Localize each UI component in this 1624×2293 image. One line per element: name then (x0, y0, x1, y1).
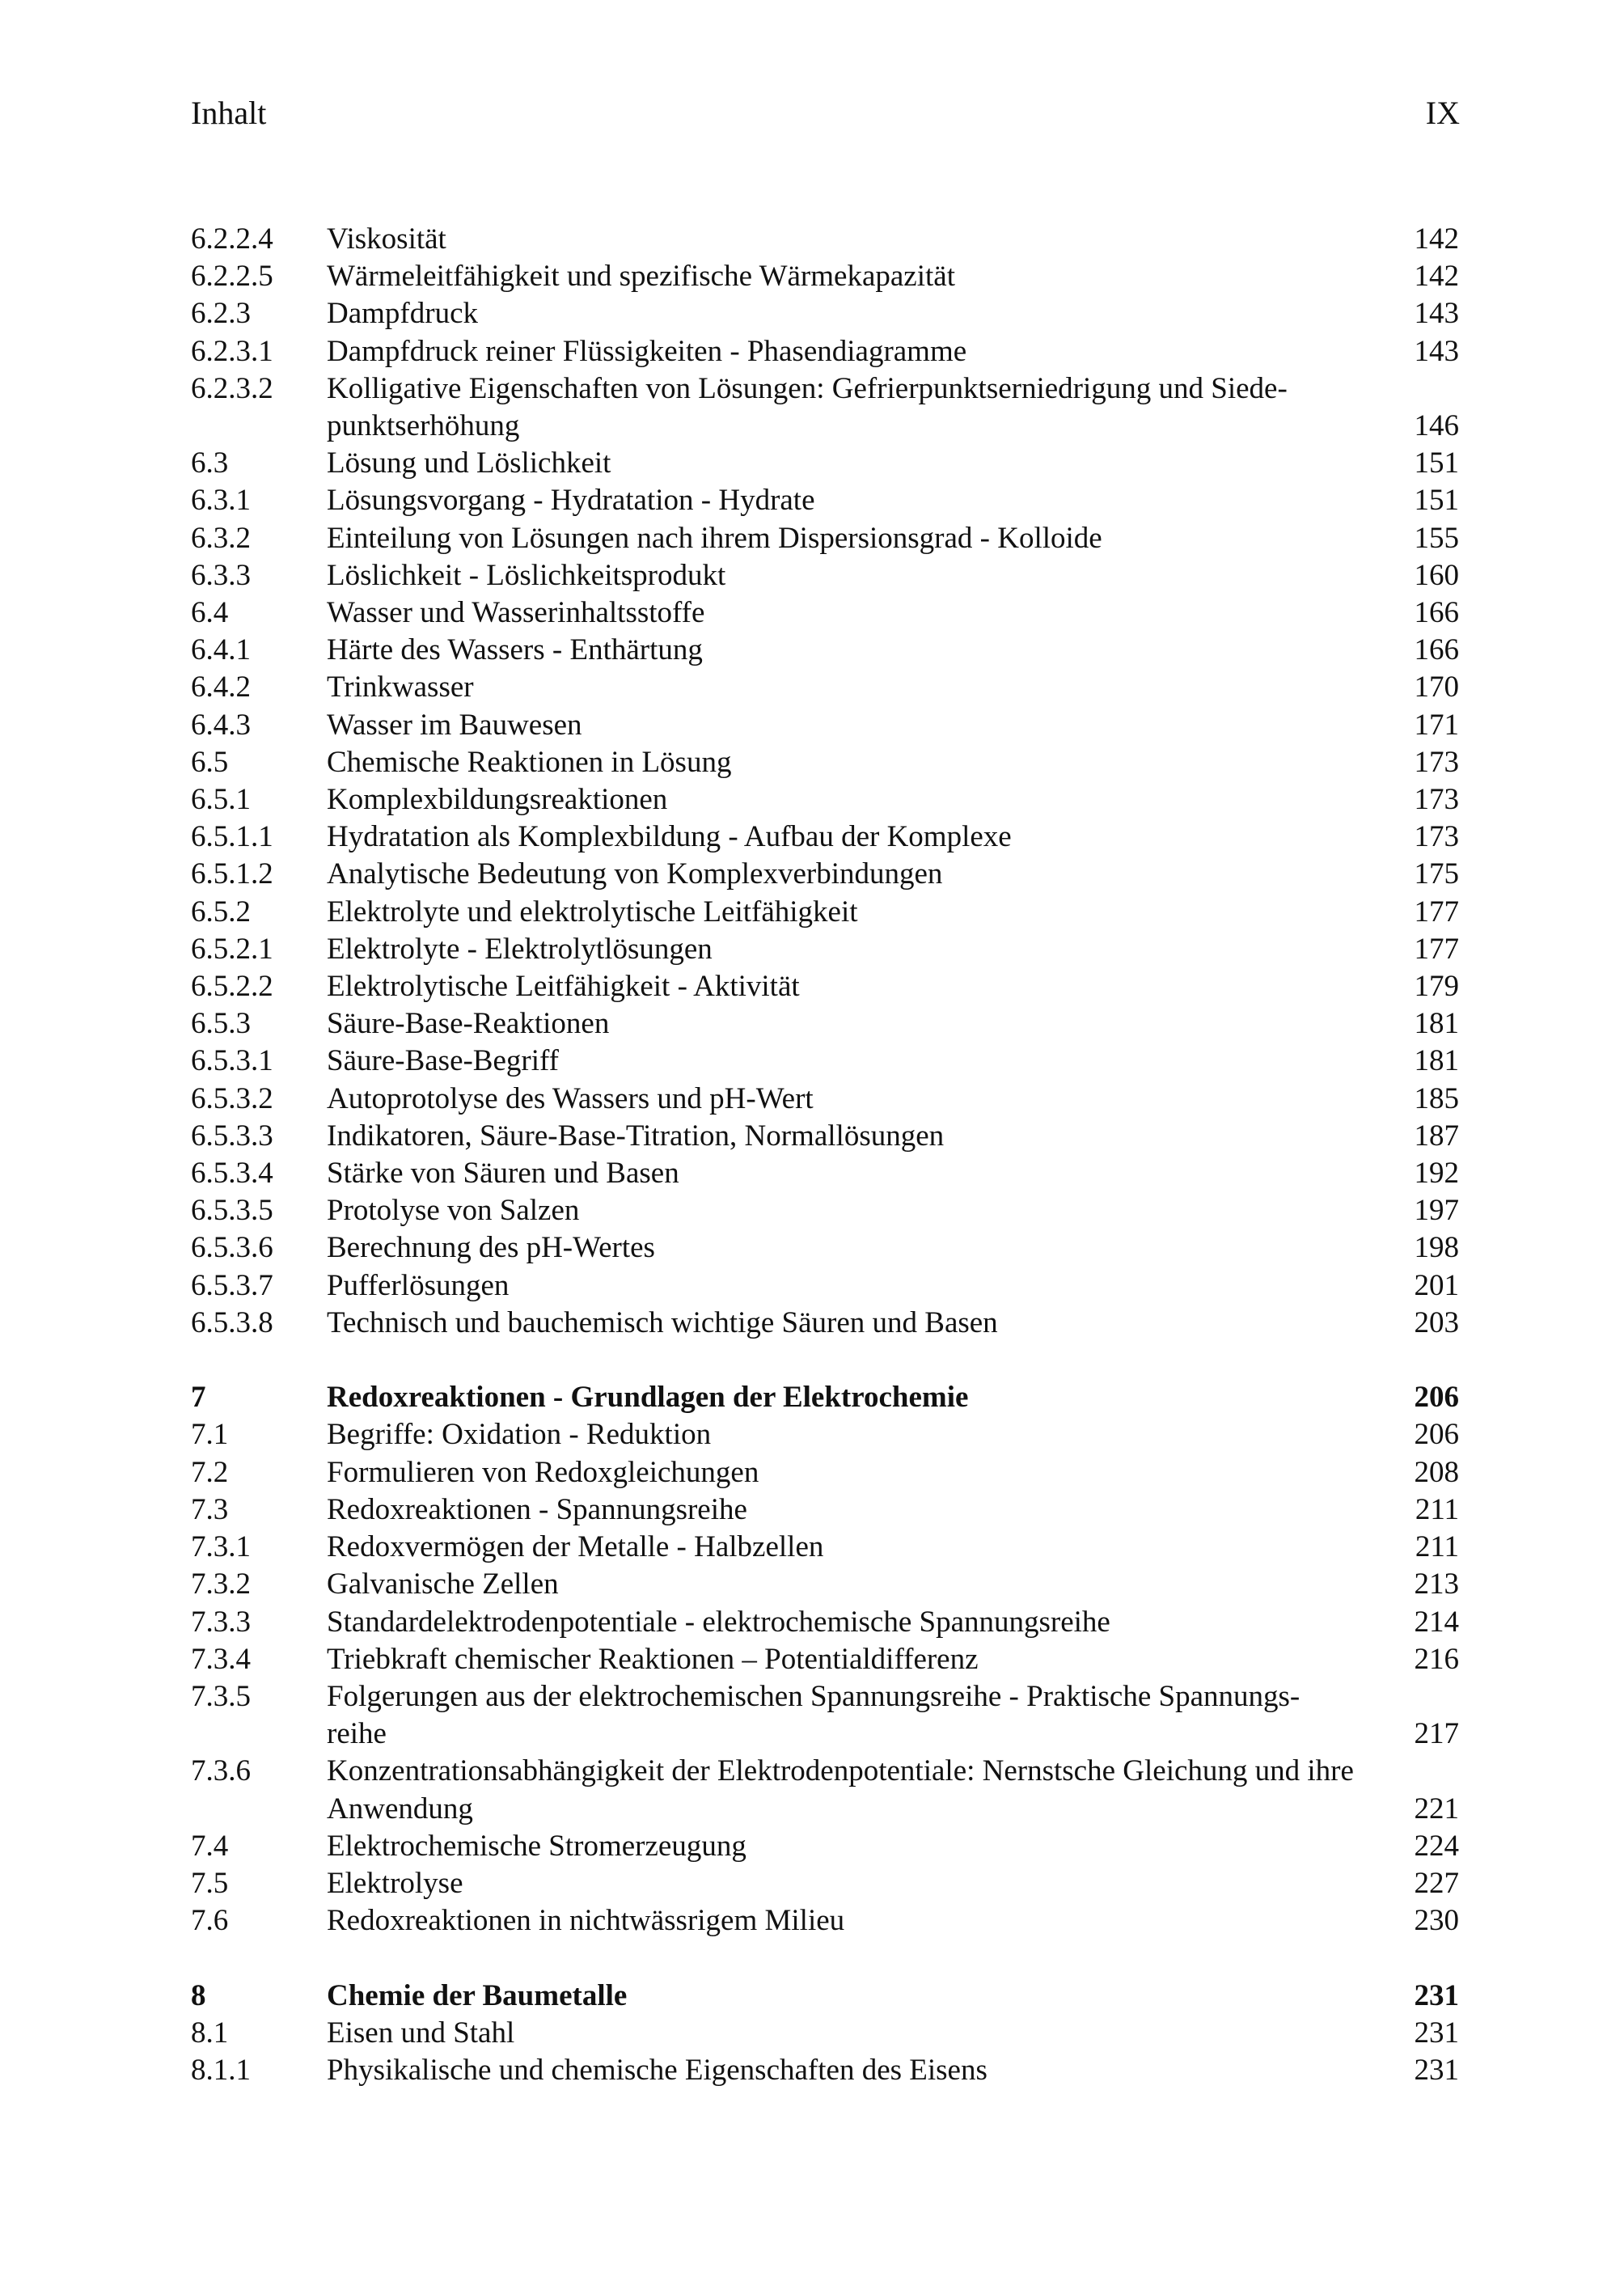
toc-entry (191, 594, 1459, 632)
toc-entry (191, 2015, 1459, 2052)
toc-entry (191, 482, 1459, 519)
toc-entry (191, 781, 1459, 819)
toc-entry-number: 6.5.3.1 (191, 1044, 273, 1078)
toc-entry-page: 211 (1415, 1530, 1459, 1564)
toc-entry-page: 231 (1414, 2016, 1459, 2050)
toc-entry (191, 1043, 1459, 1080)
toc-entry-title: Konzentrationsabhängigkeit der Elektrodenpotentiale: Nernstsche Gleichung und ihre Anwendung (327, 1754, 1354, 1826)
toc-entry-title: Dampfdruck reiner Flüssigkeiten - Phasendiagramme (327, 334, 967, 368)
toc-entry-page: 206 (1414, 1381, 1459, 1415)
toc-entry-page: 177 (1414, 932, 1459, 966)
toc-entry-title: Einteilung von Lösungen nach ihrem Dispersionsgrad - Kolloide (327, 521, 1102, 555)
toc-entry-page: 146 (1414, 409, 1459, 443)
toc-entry-number: 7.3 (191, 1492, 229, 1526)
toc-entry-title: Redoxvermögen der Metalle - Halbzellen (327, 1530, 824, 1564)
toc-entry-title: Triebkraft chemischer Reaktionen – Potentialdifferenz (327, 1642, 979, 1676)
toc-entry-number: 6.2.2.4 (191, 222, 273, 256)
toc-entry-number: 6.5.1 (191, 783, 251, 817)
toc-entry-page: 211 (1415, 1492, 1459, 1526)
toc-entry-number: 6.5.3.6 (191, 1231, 273, 1265)
toc-entry (191, 931, 1459, 968)
toc-entry (191, 1081, 1459, 1118)
toc-entry-page: 213 (1414, 1567, 1459, 1601)
toc-entry (191, 968, 1459, 1005)
toc-entry-title: Physikalische und chemische Eigenschaften des Eisens (327, 2053, 988, 2087)
toc-entry-number: 6.5.1.2 (191, 857, 273, 891)
toc-entry-title: Autoprotolyse des Wassers und pH-Wert (327, 1081, 814, 1115)
toc-entry-number: 6.5.1.1 (191, 820, 273, 854)
toc-entry-title: Stärke von Säuren und Basen (327, 1157, 679, 1191)
toc-entry-number: 7.2 (191, 1455, 229, 1489)
toc-entry-number: 7.3.4 (191, 1642, 251, 1676)
toc-entry (191, 1491, 1459, 1529)
toc-entry (191, 1902, 1459, 1940)
toc-entry-page: 227 (1414, 1866, 1459, 1900)
toc-entry-page: 166 (1414, 633, 1459, 667)
toc-entry-page: 155 (1414, 521, 1459, 555)
running-header (191, 91, 1460, 136)
toc-entry-page: 208 (1414, 1455, 1459, 1489)
toc-entry-page: 187 (1414, 1119, 1459, 1153)
header-page-number: IX (1425, 95, 1460, 131)
toc-entry-page: 142 (1414, 260, 1459, 294)
toc-entry-number: 6.5.3.8 (191, 1305, 273, 1339)
toc-entry-number: 6.4 (191, 596, 229, 630)
toc-entry (191, 632, 1459, 669)
toc-entry-number: 6.5.3.2 (191, 1081, 273, 1115)
toc-entry-page: 143 (1414, 334, 1459, 368)
toc-entry (191, 856, 1459, 893)
toc-entry-number: 6.2.3.2 (191, 371, 273, 405)
toc-entry-title: Formulieren von Redoxgleichungen (327, 1455, 759, 1489)
toc-entry (191, 894, 1459, 931)
toc-entry-page: 173 (1414, 745, 1459, 779)
toc-entry-title: Wärmeleitfähigkeit und spezifische Wärmekapazität (327, 260, 955, 294)
toc-entry-number: 6.5.2.2 (191, 970, 273, 1004)
toc-entry-number: 7 (191, 1381, 206, 1415)
toc-entry (191, 1416, 1459, 1453)
toc-entry-number: 6.3.1 (191, 484, 251, 518)
toc-entry-number: 8 (191, 1978, 206, 2012)
toc-entry (191, 1005, 1459, 1043)
toc-entry-page: 166 (1414, 596, 1459, 630)
toc-entry (191, 1155, 1459, 1192)
toc-entry-page: 185 (1414, 1081, 1459, 1115)
toc-entry-number: 6.3.2 (191, 521, 251, 555)
toc-entry-number: 6.3.3 (191, 558, 251, 592)
toc-entry-page: 201 (1414, 1268, 1459, 1302)
toc-entry (191, 1305, 1459, 1342)
toc-entry-page: 216 (1414, 1642, 1459, 1676)
table-of-contents (191, 221, 1459, 2089)
toc-entry (191, 2052, 1459, 2089)
toc-entry-page: 143 (1414, 297, 1459, 331)
toc-entry-number: 6.5.2.1 (191, 932, 273, 966)
toc-entry-page: 203 (1414, 1305, 1459, 1339)
toc-entry-title: Begriffe: Oxidation - Reduktion (327, 1418, 712, 1452)
toc-entry-number: 7.6 (191, 1904, 229, 1938)
toc-entry-title: Eisen und Stahl (327, 2016, 515, 2050)
toc-entry (191, 1678, 1459, 1753)
toc-entry-number: 6.5.2 (191, 895, 251, 929)
toc-entry-number: 7.3.5 (191, 1679, 251, 1713)
toc-entry (191, 1229, 1459, 1267)
section-gap (191, 1940, 1459, 1977)
toc-entry (191, 669, 1459, 706)
toc-entry-title: Redoxreaktionen - Grundlagen der Elektrochemie (327, 1381, 969, 1415)
toc-entry-page: 171 (1414, 708, 1459, 742)
toc-entry (191, 1566, 1459, 1603)
toc-entry (191, 819, 1459, 856)
toc-entry-number: 6.5.3.7 (191, 1268, 273, 1302)
toc-entry-page: 170 (1414, 671, 1459, 704)
toc-entry-number: 7.3.6 (191, 1754, 251, 1788)
toc-entry-title: Hydratation als Komplexbildung - Aufbau der Komplexe (327, 820, 1012, 854)
toc-entry-number: 6.2.3 (191, 297, 251, 331)
toc-entry-title: Trinkwasser (327, 671, 474, 704)
toc-entry-title: Protolyse von Salzen (327, 1194, 580, 1228)
toc-entry (191, 1192, 1459, 1229)
toc-entry-title: Komplexbildungsreaktionen (327, 783, 668, 817)
toc-entry (191, 557, 1459, 594)
toc-entry-number: 6.5.3.4 (191, 1157, 273, 1191)
toc-entry-title: Chemische Reaktionen in Lösung (327, 745, 732, 779)
toc-entry-title: Kolligative Eigenschaften von Lösungen: Gefrierpunktserniedrigung und Siede- punktserhöhung (327, 371, 1288, 443)
toc-entry-title: Elektrolyte und elektrolytische Leitfähigkeit (327, 895, 858, 929)
toc-entry-number: 7.3.1 (191, 1530, 251, 1564)
toc-entry (191, 1604, 1459, 1641)
toc-chapter-entry (191, 1379, 1459, 1416)
toc-entry (191, 258, 1459, 295)
toc-entry (191, 1828, 1459, 1865)
toc-entry-title: Lösungsvorgang - Hydratation - Hydrate (327, 484, 815, 518)
header-title: Inhalt (191, 95, 267, 131)
toc-entry-title: Dampfdruck (327, 297, 478, 331)
toc-entry-page: 173 (1414, 783, 1459, 817)
toc-entry-number: 6.5.3.5 (191, 1194, 273, 1228)
toc-entry-title: Berechnung des pH-Wertes (327, 1231, 655, 1265)
toc-entry-number: 7.3.2 (191, 1567, 251, 1601)
toc-entry (191, 1529, 1459, 1566)
toc-entry-title: Wasser im Bauwesen (327, 708, 582, 742)
toc-entry-title: Standardelektrodenpotentiale - elektrochemische Spannungsreihe (327, 1605, 1110, 1639)
toc-entry-page: 142 (1414, 222, 1459, 256)
toc-entry-title: Lösung und Löslichkeit (327, 446, 611, 480)
toc-entry-page: 177 (1414, 895, 1459, 929)
toc-entry-page: 160 (1414, 558, 1459, 592)
toc-entry-page: 206 (1414, 1418, 1459, 1452)
toc-entry-page: 192 (1414, 1157, 1459, 1191)
toc-entry (191, 744, 1459, 781)
toc-entry-number: 8.1.1 (191, 2053, 251, 2087)
toc-entry (191, 1267, 1459, 1305)
toc-entry-title: Elektrolyte - Elektrolytlösungen (327, 932, 713, 966)
toc-entry (191, 221, 1459, 258)
toc-entry-title: Folgerungen aus der elektrochemischen Spannungsreihe - Praktische Spannungs- reihe (327, 1679, 1300, 1751)
toc-entry-title: Redoxreaktionen in nichtwässrigem Milieu (327, 1904, 845, 1938)
toc-entry-title: Chemie der Baumetalle (327, 1978, 628, 2012)
toc-entry-page: 224 (1414, 1829, 1459, 1863)
toc-entry-title: Galvanische Zellen (327, 1567, 559, 1601)
toc-entry-title: Wasser und Wasserinhaltsstoffe (327, 596, 705, 630)
toc-entry (191, 1753, 1459, 1827)
toc-entry-number: 7.1 (191, 1418, 229, 1452)
toc-entry-title: Pufferlösungen (327, 1268, 510, 1302)
toc-entry-number: 6.5.3 (191, 1007, 251, 1041)
toc-entry-title: Löslichkeit - Löslichkeitsprodukt (327, 558, 726, 592)
toc-entry (191, 370, 1459, 445)
toc-entry-number: 6.2.2.5 (191, 260, 273, 294)
toc-entry-page: 197 (1414, 1194, 1459, 1228)
toc-entry-page: 181 (1414, 1044, 1459, 1078)
toc-chapter-entry (191, 1978, 1459, 2015)
toc-entry-page: 173 (1414, 820, 1459, 854)
toc-entry-page: 221 (1414, 1792, 1459, 1826)
toc-entry-title: Redoxreaktionen - Spannungsreihe (327, 1492, 747, 1526)
toc-entry-number: 6.5.3.3 (191, 1119, 273, 1153)
toc-entry-title: Analytische Bedeutung von Komplexverbindungen (327, 857, 943, 891)
toc-entry-number: 6.2.3.1 (191, 334, 273, 368)
toc-entry-title: Viskosität (327, 222, 446, 256)
toc-entry (191, 707, 1459, 744)
toc-entry-title: Elektrolyse (327, 1866, 463, 1900)
toc-entry-number: 6.4.3 (191, 708, 251, 742)
toc-entry-page: 231 (1414, 1978, 1459, 2012)
toc-entry-number: 6.5 (191, 745, 229, 779)
toc-entry-page: 214 (1414, 1605, 1459, 1639)
toc-entry-title: Elektrolytische Leitfähigkeit - Aktivität (327, 970, 800, 1004)
toc-entry-title: Elektrochemische Stromerzeugung (327, 1829, 746, 1863)
section-gap (191, 1342, 1459, 1379)
toc-entry-number: 8.1 (191, 2016, 229, 2050)
toc-entry-page: 230 (1414, 1904, 1459, 1938)
toc-entry-title: Härte des Wassers - Enthärtung (327, 633, 703, 667)
toc-entry-page: 175 (1414, 857, 1459, 891)
toc-entry-number: 7.4 (191, 1829, 229, 1863)
toc-entry-page: 151 (1414, 446, 1459, 480)
toc-entry-page: 181 (1414, 1007, 1459, 1041)
toc-entry-number: 7.5 (191, 1866, 229, 1900)
toc-entry-title: Säure-Base-Reaktionen (327, 1007, 610, 1041)
toc-entry (191, 520, 1459, 557)
toc-entry (191, 1118, 1459, 1155)
toc-entry (191, 1454, 1459, 1491)
toc-entry (191, 445, 1459, 482)
toc-entry-number: 6.4.1 (191, 633, 251, 667)
toc-entry (191, 295, 1459, 332)
toc-entry-number: 6.3 (191, 446, 229, 480)
toc-entry (191, 1641, 1459, 1678)
toc-entry-number: 6.4.2 (191, 671, 251, 704)
toc-entry-page: 198 (1414, 1231, 1459, 1265)
toc-entry-title: Technisch und bauchemisch wichtige Säuren und Basen (327, 1305, 998, 1339)
toc-entry (191, 333, 1459, 370)
toc-entry-page: 179 (1414, 970, 1459, 1004)
toc-entry-page: 231 (1414, 2053, 1459, 2087)
toc-entry (191, 1865, 1459, 1902)
toc-entry-page: 217 (1414, 1717, 1459, 1751)
toc-entry-title: Säure-Base-Begriff (327, 1044, 559, 1078)
toc-entry-number: 7.3.3 (191, 1605, 251, 1639)
toc-entry-page: 151 (1414, 484, 1459, 518)
toc-entry-title: Indikatoren, Säure-Base-Titration, Normallösungen (327, 1119, 945, 1153)
